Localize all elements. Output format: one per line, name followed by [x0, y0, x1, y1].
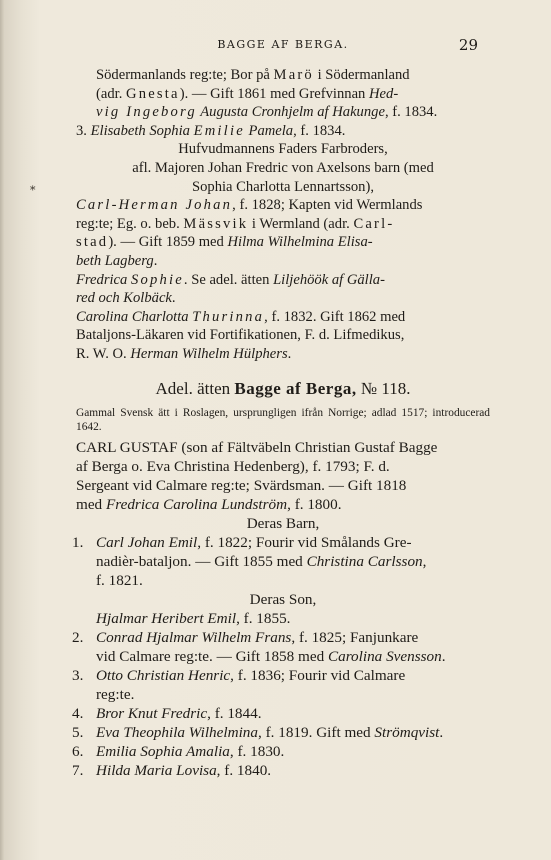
child-entry-7: 7. Hilda Maria Lovisa, f. 1840. [72, 762, 272, 780]
page-number: 29 [458, 36, 478, 54]
entry-elisabeth: 3. Elisabeth Sophia Emilie Pamela, f. 1834. [76, 122, 346, 139]
sophia-line: Sophia Charlotta Lennartsson), [192, 178, 374, 195]
child-number: 6. [72, 743, 84, 761]
section-heading: Adel. ätten Bagge af Berga, № 118. [155, 378, 411, 398]
child-entry-6: 6. Emilia Sophia Amalia, f. 1830. [72, 743, 285, 761]
child-number: 3. [72, 667, 84, 685]
child-entry-2: 2. Conrad Hjalmar Wilhelm Frans, f. 1825; Fanjunkare vid Calmare reg:te. — Gift 1858 med Carolina Svensson. [72, 629, 446, 666]
deras-barn-heading: Deras Barn, [246, 515, 320, 533]
child-entry-5: 5. Eva Theophila Wilhelmina, f. 1819. Gift med Strömqvist. [72, 724, 444, 742]
deras-son-heading: Deras Son, [249, 591, 317, 609]
margin-mark: ⁎ [30, 180, 36, 193]
child-entry-3: 3. Otto Christian Henric, f. 1836; Fourir vid Calmare reg:te. [72, 667, 406, 704]
page-gutter [0, 0, 4, 860]
entry-carl-herman: Carl-Herman Johan, f. 1828; Kapten vid Wermlands reg:te; Eg. o. beb. Mässvik i Wermland (adr. Carl- stad). — Gift 1859 med Hilma Wilhelmina Elisa- beth Lagberg. [76, 197, 423, 269]
subheading-hufvudmannens: Hufvudmannens Faders Farbroders, [178, 141, 388, 158]
child-number: 1. [72, 534, 84, 552]
grandchild-hjalmar: Hjalmar Heribert Emil, f. 1855. [96, 610, 291, 628]
child-number: 2. [72, 629, 84, 647]
entry-continuation: Södermanlands reg:te; Bor på Marö i Södermanland (adr. Gnesta). — Gift 1861 med Grefvinnan Hed- vig Ingeborg Augusta Cronhjelm af Hakunge, f. 1834. [96, 67, 438, 121]
child-number: 7. [72, 762, 84, 780]
running-head [78, 38, 488, 52]
child-number: 5. [72, 724, 84, 742]
running-title: BAGGE AF BERGA. [217, 38, 349, 51]
entry-carl-gustaf: CARL GUSTAF (son af Fältväbeln Christian Gustaf Bagge af Berga o. Eva Christina Hedenberg), f. 1793; F. d. Sergeant vid Calmare reg:te; Svärdsman. — Gift 1818 med Fredrica Carolina Lundström, f. 1800. [76, 439, 438, 514]
text-column [72, 66, 490, 780]
afl-line: afl. Majoren Johan Fredric von Axelsons barn (med [132, 159, 434, 176]
child-entry-4: 4. Bror Knut Fredric, f. 1844. [72, 705, 262, 723]
entry-carolina: Carolina Charlotta Thurinna, f. 1832. Gift 1862 med Bataljons-Läkaren vid Fortifikationen, F. d. Lifmedikus, R. W. O. Herman Wilhelm Hülphers. [76, 308, 406, 362]
entry-fredrica: Fredrica Sophie. Se adel. ätten Liljehöök af Gälla- red och Kolbäck. [76, 271, 385, 307]
section-intro: Gammal Svensk ätt i Roslagen, ursprungligen ifrån Norrige; adlad 1517; introducerad 1642. [76, 407, 490, 434]
child-entry-1: 1. Carl Johan Emil, f. 1822; Fourir vid Smålands Gre- nadièr-bataljon. — Gift 1855 med Christina Carlsson, f. 1821. [72, 534, 427, 590]
child-number: 4. [72, 705, 84, 723]
